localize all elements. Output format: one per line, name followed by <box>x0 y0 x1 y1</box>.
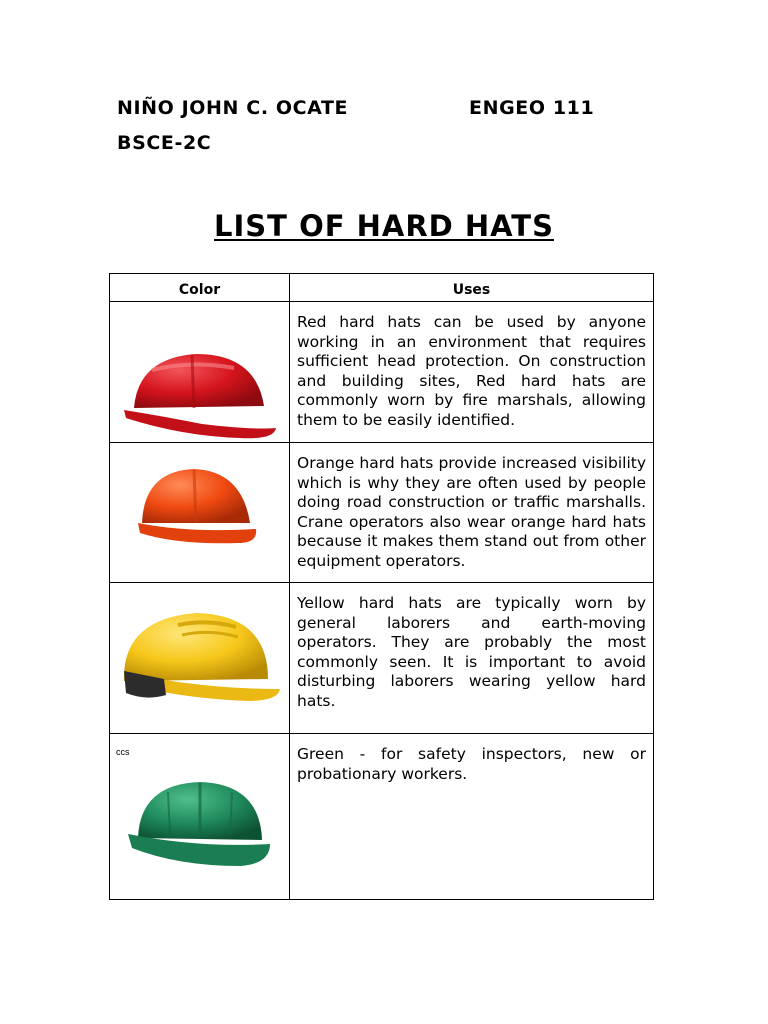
table-header-row <box>110 274 654 302</box>
hat-image-cell <box>110 302 290 443</box>
column-header-uses: Uses <box>290 274 654 302</box>
page-title: LIST OF HARD HATS <box>214 209 554 243</box>
course-code: ENGEO 111 <box>469 97 595 119</box>
hat-image-cell <box>110 734 290 900</box>
orange-hard-hat-image <box>138 465 258 547</box>
hat-image-cell <box>110 443 290 583</box>
cell-note: ccs <box>116 747 130 757</box>
column-header-color: Color <box>110 274 290 302</box>
hard-hats-table <box>109 273 654 900</box>
student-name: NIÑO JOHN C. OCATE <box>117 97 349 119</box>
section: BSCE-2C <box>117 132 212 154</box>
hat-use-text: Yellow hard hats are typically worn by general laborers and earth-moving operators. They are probably the most commonly seen. It is important to avoid disturbing laborers wearing yellow hard hats. <box>290 583 654 734</box>
green-hard-hat-image <box>128 778 272 870</box>
yellow-hard-hat-image <box>118 609 282 703</box>
table-row <box>110 734 654 900</box>
hat-use-text: Red hard hats can be used by anyone working in an environment that requires sufficient head protection. On construction and building sites, Red hard hats are commonly worn by fire marshals, allowing them to be easily identified. <box>290 302 654 443</box>
hat-image-cell <box>110 583 290 734</box>
table-row <box>110 443 654 583</box>
hat-use-text: Orange hard hats provide increased visibility which is why they are often used by people doing road construction or traffic marshalls. Crane operators also wear orange hard hats because it makes them stand out from other equipment operators. <box>290 443 654 583</box>
table-row <box>110 583 654 734</box>
table-row <box>110 302 654 443</box>
hat-use-text: Green - for safety inspectors, new or probationary workers. <box>290 734 654 900</box>
red-hard-hat-image <box>122 348 278 440</box>
